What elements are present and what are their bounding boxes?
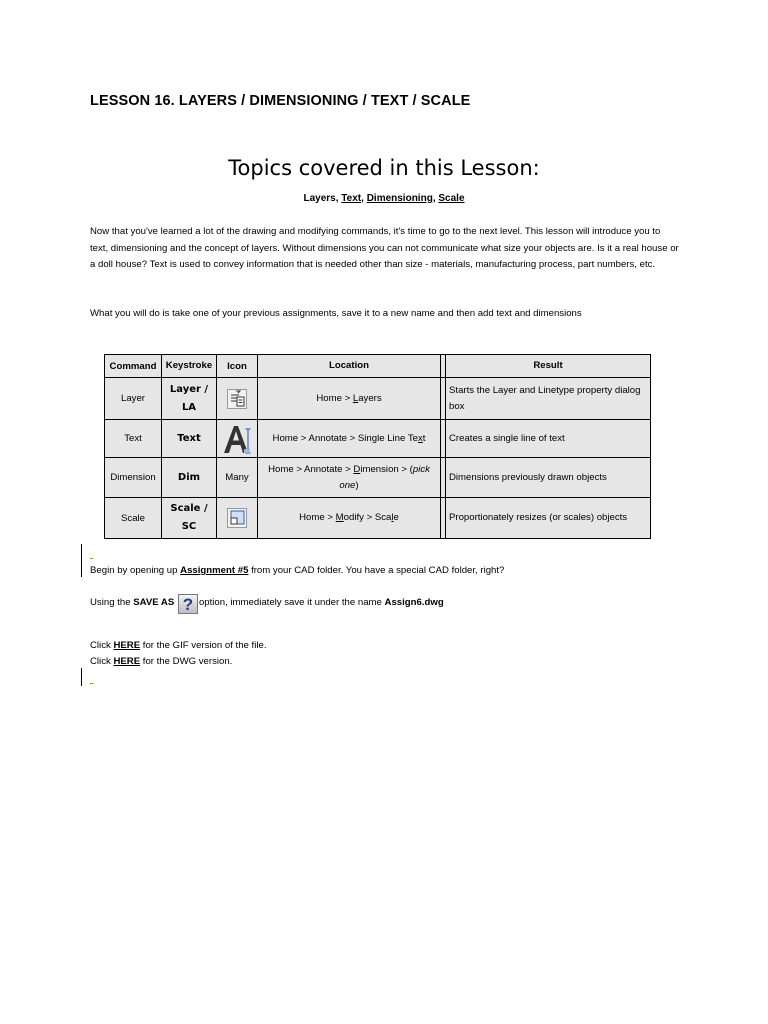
col-command: Command (105, 355, 162, 378)
table-row (105, 498, 651, 539)
cell-result: Dimensions previously drawn objects (446, 458, 651, 498)
col-keystroke: Keystroke (162, 355, 217, 378)
single-line-text-icon (222, 423, 252, 455)
lesson-title: LESSON 16. LAYERS / DIMENSIONING / TEXT / SCALE (90, 93, 471, 109)
topic-text-link[interactable]: Text (341, 193, 362, 204)
save-as-help-icon[interactable]: ? (178, 594, 198, 614)
text-cursor-mark (81, 668, 82, 686)
cell-command: Dimension (105, 458, 162, 498)
cell-icon (217, 498, 258, 539)
step-save-as: Using the SAVE AS ? option, immediately save it under the name Assign6.dwg (90, 595, 444, 614)
table-row (105, 420, 651, 458)
topic-scale-link[interactable]: Scale (438, 193, 465, 204)
table-row (105, 378, 651, 420)
cell-keystroke: Scale / SC (162, 498, 217, 539)
cell-location: Home > Layers (258, 378, 441, 420)
cell-location: Home > Modify > Scale (258, 498, 441, 539)
dwg-here-link[interactable]: HERE (113, 656, 141, 667)
col-icon: Icon (217, 355, 258, 378)
cell-icon (217, 420, 258, 458)
table-header-row (105, 355, 651, 378)
cell-keystroke: Layer / LA (162, 378, 217, 420)
intro-paragraph: Now that you've learned a lot of the drawing and modifying commands, it's time to go to the next level. This lesson will introduce you to text, dimensioning and the concept of layers. Without dimensions you can not communicate what size your objects are. Is it a real house or a doll house? Text is used to convey information that is needed other than size - materials, manufacturing process, part numbers, etc. (90, 226, 679, 271)
step-gif-link: Click HERE for the GIF version of the file. (90, 640, 267, 651)
table-row (105, 458, 651, 498)
cell-keystroke: Text (162, 420, 217, 458)
step-dwg-link: Click HERE for the DWG version. (90, 656, 233, 667)
topic-dimensioning-link[interactable]: Dimensioning (366, 193, 433, 204)
cell-command: Scale (105, 498, 162, 539)
cell-command: Text (105, 420, 162, 458)
cell-icon (217, 378, 258, 420)
col-location: Location (258, 355, 441, 378)
scale-icon (227, 508, 247, 528)
command-table (104, 354, 651, 539)
cell-result: Creates a single line of text (446, 420, 651, 458)
cell-keystroke: Dim (162, 458, 217, 498)
topics-list: Layers, Text, Dimensioning, Scale (303, 193, 465, 204)
topic-layers: Layers (303, 193, 336, 204)
cell-result: Starts the Layer and Linetype property dialog box (446, 378, 651, 420)
assignment-5-link[interactable]: Assignment #5 (180, 565, 249, 576)
task-paragraph: What you will do is take one of your previous assignments, save it to a new name and then add text and dimensions (90, 308, 582, 319)
edit-mark (90, 683, 93, 684)
step-open-assignment: Begin by opening up Assignment #5 from your CAD folder. You have a special CAD folder, right? (90, 565, 505, 576)
cell-result: Proportionately resizes (or scales) objects (446, 498, 651, 539)
cell-command: Layer (105, 378, 162, 420)
gif-here-link[interactable]: HERE (113, 640, 141, 651)
text-cursor-mark (81, 544, 82, 577)
cell-location: Home > Annotate > Dimension > (pick one) (258, 458, 441, 498)
layer-properties-icon (227, 389, 247, 409)
topics-heading: Topics covered in this Lesson: (228, 156, 540, 180)
cell-icon: Many (217, 458, 258, 498)
col-result: Result (446, 355, 651, 378)
edit-mark (90, 558, 93, 559)
cell-location: Home > Annotate > Single Line Text (258, 420, 441, 458)
